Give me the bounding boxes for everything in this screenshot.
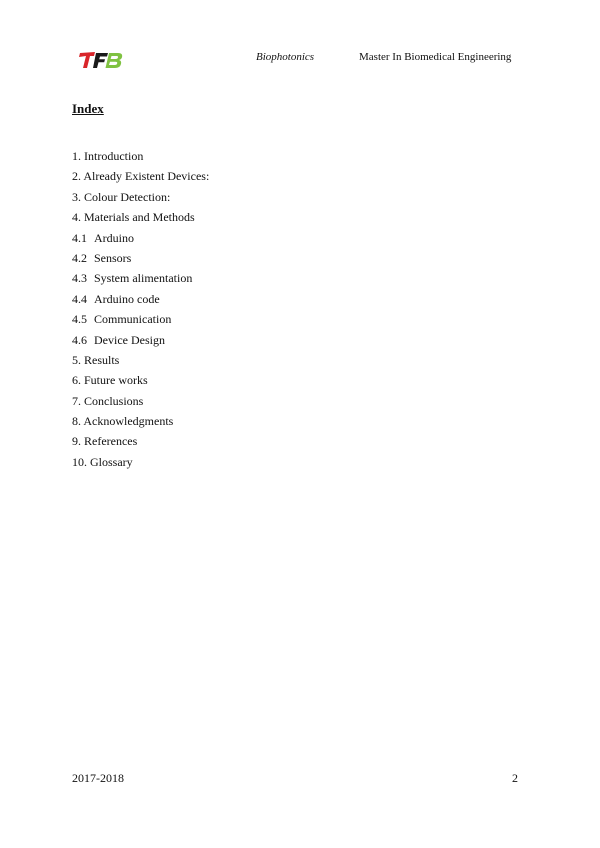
toc-subitem-label: Communication xyxy=(94,312,172,327)
toc-item xyxy=(72,452,209,472)
header-program-title: Master In Biomedical Engineering xyxy=(359,51,512,63)
toc-item xyxy=(72,166,209,186)
toc-item-label: 2. Already Existent Devices: xyxy=(72,169,210,184)
toc-item-label: 8. Acknowledgments xyxy=(72,414,174,429)
index-heading: Index xyxy=(72,101,104,116)
toc-item-label: 4. Materials and Methods xyxy=(72,210,195,225)
toc-item xyxy=(72,411,209,431)
footer-academic-year: 2017-2018 xyxy=(72,771,124,785)
toc-subitem xyxy=(72,289,209,309)
toc-subitem-label: Device Design xyxy=(94,332,165,347)
toc-subitem-label: Arduino code xyxy=(94,291,160,306)
toc-subitem-number: 4.5 xyxy=(72,312,87,327)
toc-item-label: 6. Future works xyxy=(72,373,148,388)
toc-subitem xyxy=(72,309,209,329)
toc-item-label: 9. References xyxy=(72,434,138,449)
toc-item xyxy=(72,391,209,411)
toc-item xyxy=(72,187,209,207)
toc-subitem-number: 4.6 xyxy=(72,332,87,347)
footer-page-number: 2 xyxy=(512,771,518,785)
toc-item-label: 1. Introduction xyxy=(72,149,144,163)
toc-subitem xyxy=(72,248,209,268)
toc-subitem-number: 4.1 xyxy=(72,230,87,245)
toc-subitem-number: 4.3 xyxy=(72,271,87,286)
toc-item xyxy=(72,370,209,390)
toc-item-label: 7. Conclusions xyxy=(72,393,144,408)
toc-item-label: 3. Colour Detection: xyxy=(72,189,171,204)
toc-subitem-label: Arduino xyxy=(94,230,134,245)
toc-subitem-number: 4.2 xyxy=(72,250,87,265)
toc-item xyxy=(72,350,209,370)
toc-subitem xyxy=(72,228,209,248)
toc-subitem-number: 4.4 xyxy=(72,291,87,306)
toc-item-label: 5. Results xyxy=(72,352,120,367)
toc-item xyxy=(72,146,209,166)
toc-subitem xyxy=(72,330,209,350)
table-of-contents xyxy=(72,146,209,472)
toc-item-label: 10. Glossary xyxy=(72,454,133,469)
toc-item xyxy=(72,431,209,451)
header-course-title: Biophotonics xyxy=(256,51,315,63)
tfb-logo-icon xyxy=(78,50,124,70)
toc-subitem-label: Sensors xyxy=(94,250,132,265)
toc-subitem xyxy=(72,268,209,288)
toc-item xyxy=(72,207,209,227)
toc-subitem-label: System alimentation xyxy=(94,271,193,286)
